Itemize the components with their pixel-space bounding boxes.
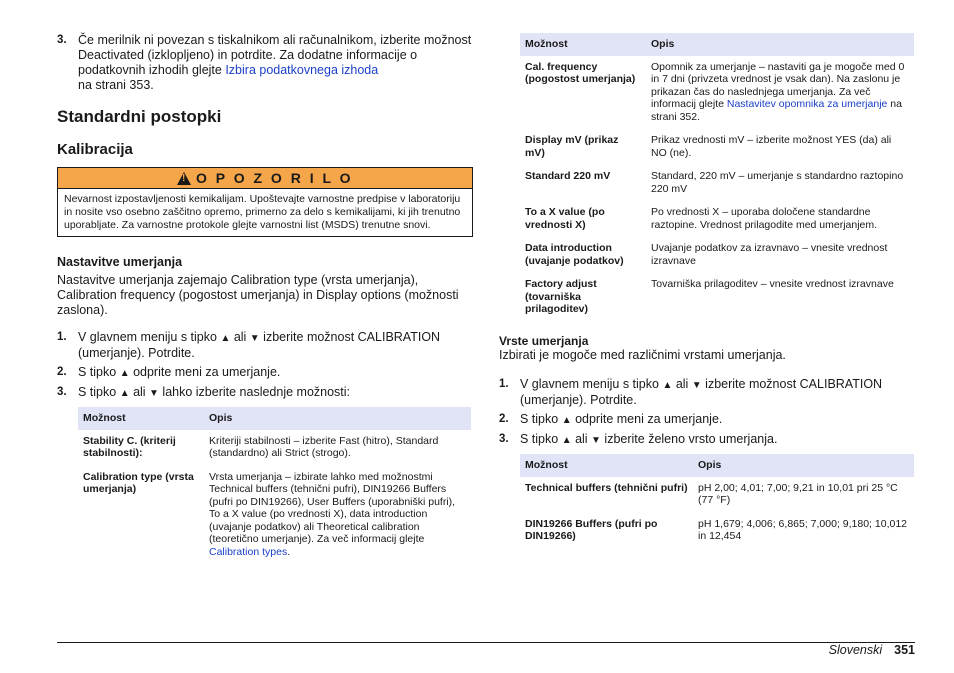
- option-name: DIN19266 Buffers (pufri po DIN19266): [525, 517, 658, 542]
- table-row: [520, 513, 914, 549]
- option-description: pH 1,679; 4,006; 6,865; 7,000; 9,180; 10,012 in 12,454: [698, 517, 908, 542]
- warning-text: Nevarnost izpostavljenosti kemikalijam. Upoštevajte varnostne predpise v laboratoriju in nosite vso osebno zaščitno opremo, primerno za delo s kemikalijami, ki jih trenutno uporabljate. Za varnostne protokole glejte varnostni list (MSDS) trenutne snovi.: [64, 193, 461, 231]
- list-item: [57, 365, 473, 381]
- table-row: [78, 430, 471, 466]
- warning-box: [57, 167, 473, 237]
- option-name: Stability C. (kriterij stabilnosti):: [83, 434, 176, 459]
- subsection-title: Kalibracija: [57, 141, 133, 158]
- step-text: S tipko: [520, 432, 562, 446]
- option-description: Po vrednosti X – uporaba določene standardne raztopine. Vrednost prilagodite med umerjanjem.: [651, 206, 878, 231]
- section-title: Standardni postopki: [57, 107, 222, 126]
- column-header: Možnost: [520, 33, 646, 56]
- option-name: Display mV (prikaz mV): [525, 134, 619, 159]
- table-row: [520, 273, 914, 322]
- step-3-data-output: [57, 33, 477, 93]
- step-text: ali: [230, 330, 250, 344]
- step-text: ali: [129, 385, 150, 399]
- settings-text: Nastavitve umerjanja zajemajo Calibration type (vrsta umerjanja), Calibration frequency (pogostost umerjanja) in Display options (možnosti zaslona).: [57, 273, 459, 317]
- down-arrow-icon: ▼: [691, 380, 702, 391]
- option-name: Data introduction (uvajanje podatkov): [525, 242, 624, 267]
- up-arrow-icon: ▲: [119, 368, 130, 379]
- list-item: [57, 385, 473, 401]
- settings-title: Nastavitve umerjanja: [57, 255, 183, 269]
- up-arrow-icon: ▲: [220, 333, 231, 344]
- option-name: Factory adjust (tovarniška prilagoditev): [525, 278, 597, 315]
- data-output-link[interactable]: Izbira podatkovnega izhoda: [225, 63, 379, 77]
- step-number: 1.: [57, 331, 67, 343]
- option-description: [204, 466, 471, 565]
- step-text: odprite meni za umerjanje.: [571, 412, 723, 426]
- column-header: Možnost: [78, 407, 204, 430]
- column-header: Opis: [646, 33, 914, 56]
- step-text: izberite možnost CALIBRATION (umerjanje). Potrdite.: [520, 377, 883, 407]
- up-arrow-icon: ▲: [561, 435, 572, 446]
- step-text: lahko izberite naslednje možnosti:: [158, 385, 351, 399]
- reminder-setting-link[interactable]: Nastavitev opomnika za umerjanje: [726, 98, 888, 110]
- list-item: [499, 377, 915, 408]
- warning-label: O P O Z O R I L O: [195, 170, 354, 186]
- option-name: Technical buffers (tehnični pufri): [525, 481, 688, 494]
- option-name: Standard 220 mV: [525, 170, 611, 182]
- table-header-row: [520, 454, 914, 477]
- display-options-table: [520, 33, 914, 322]
- up-arrow-icon: ▲: [662, 380, 673, 391]
- step-text: izberite možnost CALIBRATION (umerjanje). Potrdite.: [78, 330, 441, 360]
- up-arrow-icon: ▲: [119, 388, 130, 399]
- calibration-types-link[interactable]: Calibration types: [209, 545, 288, 558]
- table-row: [520, 237, 914, 273]
- right-steps: [499, 377, 915, 452]
- option-name: To a X value (po vrednosti X): [525, 206, 605, 231]
- up-arrow-icon: ▲: [561, 415, 572, 426]
- list-item: [499, 432, 915, 448]
- page-footer: [829, 643, 915, 657]
- list-item: [499, 412, 915, 428]
- option-description: Uvajanje podatkov za izravnavo – vnesite vrednost izravnave: [651, 242, 888, 267]
- table-header-row: [520, 33, 914, 56]
- down-arrow-icon: ▼: [249, 333, 260, 344]
- column-header: Opis: [693, 454, 914, 477]
- description-text: Vrsta umerjanja – izbirate lahko med možnostmi Technical buffers (tehnični pufri), DIN19266 Buffers (pufri po DIN19266), User Buffers (uporabniški pufri), To a X value (po vrednosti X), data introduction (uvajanje podatkov) ali Theoretical calibration (teoretično umerjanje). Za več informacij glejte: [209, 470, 456, 545]
- table-row: [520, 477, 914, 513]
- down-arrow-icon: ▼: [149, 388, 159, 399]
- footer-language: Slovenski: [828, 643, 883, 657]
- table-header-row: [78, 407, 471, 430]
- step-number: 1.: [499, 378, 509, 390]
- step-text: odprite meni za umerjanje.: [129, 365, 281, 379]
- calibration-options-table: [78, 407, 471, 564]
- table-row: [520, 56, 914, 130]
- column-header: Opis: [204, 407, 471, 430]
- step-number: 3.: [499, 433, 509, 445]
- column-header: Možnost: [520, 454, 693, 477]
- types-text: Izbirati je mogoče med različnimi vrstami umerjanja.: [499, 348, 786, 362]
- step-number: 2.: [499, 413, 509, 425]
- option-description: [646, 56, 914, 130]
- step-text: S tipko: [78, 365, 120, 379]
- option-description: [204, 430, 471, 466]
- step-number: 3.: [57, 386, 67, 398]
- option-name: Calibration type (vrsta umerjanja): [83, 470, 194, 495]
- warning-header: [58, 168, 472, 189]
- option-name: Cal. frequency (pogostost umerjanja): [525, 60, 636, 85]
- types-title: Vrste umerjanja: [499, 334, 589, 348]
- option-description: Tovarniška prilagoditev – vnesite vrednost izravnave: [651, 278, 894, 290]
- table-row: [520, 129, 914, 165]
- step-text-after: na strani 353.: [78, 78, 154, 92]
- warning-triangle-icon: [177, 172, 191, 185]
- table-row: [520, 165, 914, 201]
- description-text: na strani 352.: [651, 98, 902, 123]
- option-description: Standard, 220 mV – umerjanje s standardno raztopino 220 mV: [651, 170, 904, 195]
- option-description: Prikaz vrednosti mV – izberite možnost YES (da) ali NO (ne).: [651, 134, 892, 159]
- description-text: Opomnik za umerjanje – nastaviti ga je mogoče med 0 in 7 dni (privzeta vrednost je vsak dan). Na zaslonu je prikazan čas do naslednjega umerjanja. Za več informacij glejte: [651, 60, 905, 110]
- description-text: .: [287, 545, 291, 558]
- description-text: Kriteriji stabilnosti – izberite Fast (hitro), Standard (standardno) ali Strict (strogo).: [209, 434, 439, 459]
- step-number: 3.: [57, 34, 67, 46]
- step-text: ali: [672, 377, 692, 391]
- step-text: ali: [571, 432, 592, 446]
- table-row: [78, 466, 471, 565]
- option-description: pH 2,00; 4,01; 7,00; 9,21 in 10,01 pri 25 °C (77 °F): [698, 481, 898, 506]
- step-text: V glavnem meniju s tipko: [78, 330, 221, 344]
- step-text: izberite želeno vrsto umerjanja.: [600, 432, 778, 446]
- step-number: 2.: [57, 366, 67, 378]
- list-item: [57, 330, 473, 361]
- down-arrow-icon: ▼: [591, 435, 601, 446]
- step-text: S tipko: [520, 412, 562, 426]
- footer-divider: [57, 642, 915, 643]
- page-number: 351: [894, 643, 915, 657]
- step-text: S tipko: [78, 385, 120, 399]
- calibration-types-table: [520, 454, 914, 549]
- step-text: V glavnem meniju s tipko: [520, 377, 663, 391]
- left-steps: [57, 330, 473, 405]
- step-text: Če merilnik ni povezan s tiskalnikom ali računalnikom, izberite možnost Deactivated (izklopljeno) in potrdite. Za dodatne informacije o podatkovnih izhodih glejte: [78, 33, 472, 77]
- table-row: [520, 201, 914, 237]
